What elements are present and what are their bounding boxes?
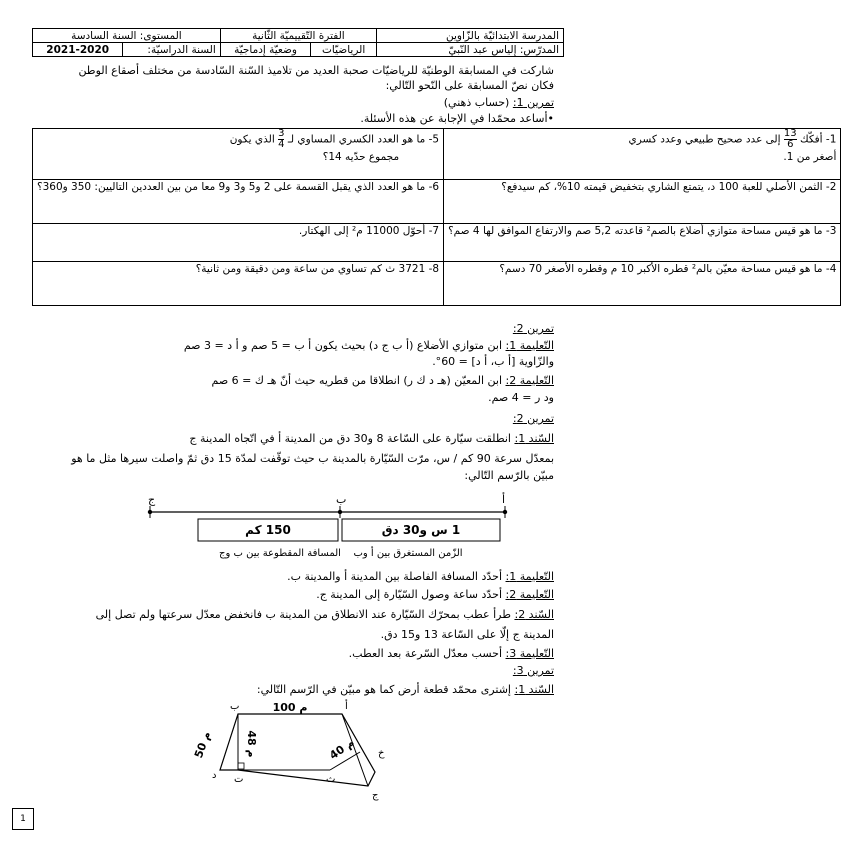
point-b [338,510,342,514]
ex2-t2: التّعليمة 2: ابن المعيّن (هـ د ك ر) انطلاقا من قطريه حيث أنّ هـ ك = 6 صم [211,374,554,387]
ex2-title: تمرين 2: [512,322,554,335]
ex3-s2: السّند 2: طرأ عطب بمحرّك السّيّارة عند الانطلاق من المدينة ب فانخفض معدّل سرعتها ولم تصل إلى [95,608,554,621]
fig-diag: 40 م [327,736,357,763]
fig-left: 50 م [191,729,214,760]
ex1-instruction: •أساعد محمّدا في الإجابة عن هذه الأسئلة. [360,112,554,125]
fig-point-d: د [212,770,217,781]
page-number: 1 [12,808,34,830]
label-b: ب [336,493,347,506]
header-type: وضعيّة إدماجيّة [220,43,311,57]
point-a [503,510,507,514]
header-table [32,28,564,57]
ex3-t2: التّعليمة 2: أحدّد ساعة وصول السّيّارة إلى المدينة ج. [316,588,554,601]
ex2-t1: التّعليمة 1: ابن متوازي الأضلاع (أ ب ج د) بحيث يكون أ ب = 5 صم و أ د = 3 صم [183,339,554,352]
q1-fraction: $\frac{13}{6}$ [783,128,797,150]
ex4-title: تمرين 3: [512,664,554,677]
ex3-s1: السّند 1: انطلقت سيّارة على السّاعة 8 و30 دق من المدينة أ في اتّجاه المدينة ج [189,432,554,445]
q7-cell: 7- أحوّل 11000 م² إلى الهكتار. [33,224,444,262]
ex3-s2-line2: المدينة ج إلّا على السّاعة 13 و15 دق. [380,628,554,641]
header-term: الفترة التّقييميّة الثّانية [220,29,376,43]
ex3-t3: التّعليمة 3: أحسب معدّل السّرعة بعد العطب. [348,647,554,660]
fig-point-f: ث [326,774,336,785]
ex2-t1-line2: والزّاوية [أ ب، أ د] = 60°. [432,355,554,368]
header-school: المدرسة الابتدائيّة بالزّاوين [377,29,564,43]
q8-cell: 8- 3721 ث كم تساوي من ساعة ومن دقيقة ومن ثانية؟ [33,262,444,306]
q4-cell: 4- ما هو قيس مساحة معيّن بالم² قطره الأكبر 10 م وقطره الأصغر 70 دسم؟ [444,262,841,306]
fig-point-a: أ [345,701,348,712]
label-c: ج [148,493,156,506]
caption-distance: المسافة المقطوعة بين ب وج [219,548,341,559]
ex1-title: تمرين 1: [512,96,554,109]
ex1-header [444,96,554,110]
point-c [148,510,152,514]
intro-line1: شاركت في المسابقة الوطنيّة للرياضيّات صحبة العديد من تلاميذ السّنة السّادسة من مختلف أصقاع الوطن [78,64,554,77]
fig-point-b: ب [230,701,240,712]
fig-inner: 48 م [245,730,258,758]
ex1-note: (حساب ذهني) [443,96,510,109]
q5-fraction: $\frac{3}{4}$ [278,128,285,150]
header-teacher: المدرّس: إلياس عبد النّبيّ [377,43,564,57]
box-time-text: 1 س و30 دق [381,523,461,537]
header-subject: الرياضيّات [311,43,377,57]
q6-cell: 6- ما هو العدد الذي يقبل القسمة على 2 و5 و3 و9 معا من بين العددين التاليين: 350 و360؟ [33,180,444,224]
route-diagram [140,492,520,562]
intro-line2: فكان نصّ المسابقة على النّحو التّالي: [385,79,554,92]
q2-cell: 2- الثمن الأصلي للعبة 100 د، يتمتع الشاري بتخفيض قيمته 10%، كم سيدفع؟ [444,180,841,224]
label-a: أ [502,493,506,506]
fig-top: 100 م [272,701,308,714]
header-level: المستوى: السنة السادسة [33,29,221,43]
caption-time: الزّمن المستغرق بين أ وب [353,548,463,559]
ex1-questions-table [32,128,841,306]
header-year-label: السنة الدراسيّة: [123,43,220,57]
ex4-s1: السّند 1: إشترى محمّد قطعة أرض كما هو مبيّن في الرّسم التّالي: [256,683,554,696]
ex3-title: تمرين 2: [512,412,554,425]
ex3-s1-line2: بمعدّل سرعة 90 كم / س، مرّت السّيّارة بالمدينة ب حيث توقّفت لمدّة 15 دق ثمّ واصلت سيرها مثل ما هو [71,452,554,465]
q1-cell: 1- أفكّك $\frac{13}{6}$ إلى عدد صحيح طبيعي وعدد كسري أصغر من 1. [444,129,841,180]
header-year: 2021-2020 [33,43,123,57]
fig-point-c: ج [372,790,379,801]
ex3-t1: التّعليمة 1: أحدّد المسافة الفاصلة بين المدينة أ والمدينة ب. [287,570,554,583]
box-distance-text: 150 كم [245,523,291,537]
ex2-t2-line2: ود ر = 4 صم. [488,391,554,404]
fig-point-g: خ [378,748,385,759]
fig-point-e: ت [234,774,244,785]
q3-cell: 3- ما هو قيس مساحة متوازي أضلاع بالصم² قاعدته 5,2 صم والارتفاع الموافق لها 4 صم؟ [444,224,841,262]
ex3-s1-line3: مبيّن بالرّسم التّالي: [464,469,554,482]
land-figure [190,700,400,800]
q5-cell: 5- ما هو العدد الكسري المساوي لـ $\frac{3}{4}$ الذي يكون مجموع حدّيه 14؟ [33,129,444,180]
